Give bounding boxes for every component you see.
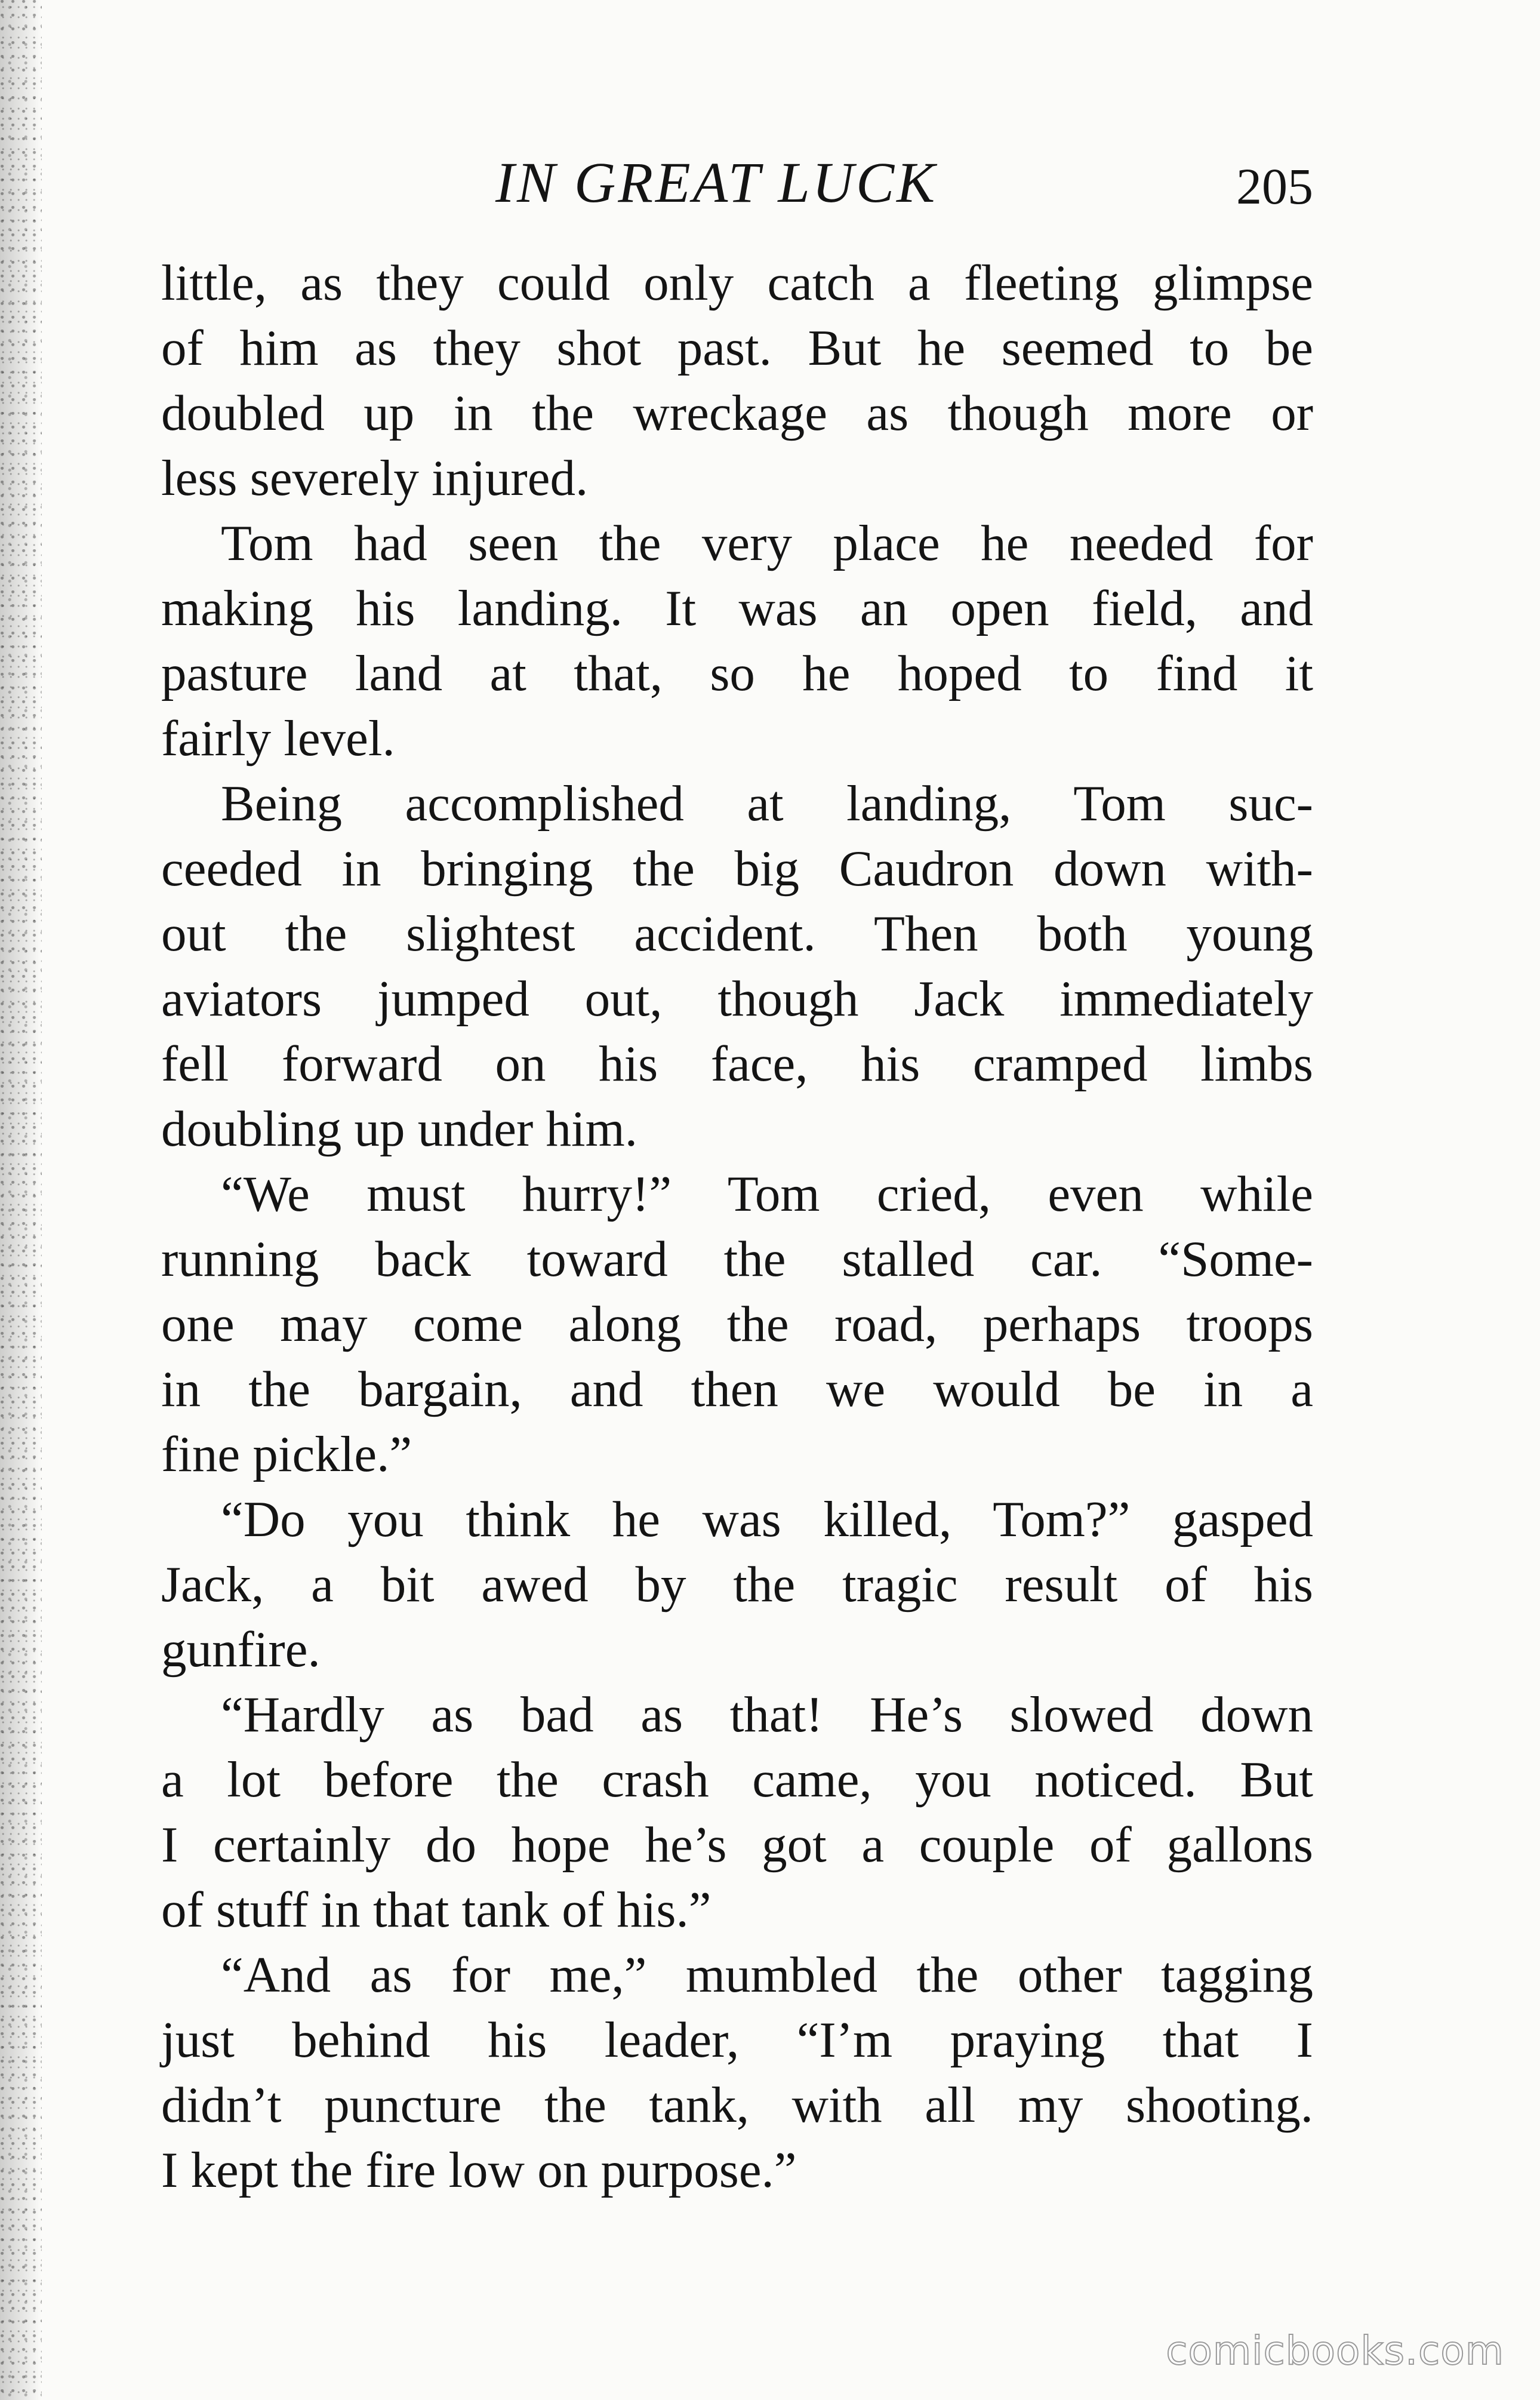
body-text [161, 251, 1313, 2203]
text-line: fell forward on his face, his cramped limbs [161, 1036, 1313, 1092]
text-line: ceeded in bringing the big Caudron down with- [161, 841, 1313, 897]
text-line: “Hardly as bad as that! He’s slowed down [221, 1687, 1313, 1743]
paragraph [161, 1487, 1313, 1682]
text-line: Jack, a bit awed by the tragic result of his [161, 1556, 1313, 1613]
text-line: in the bargain, and then we would be in a [161, 1361, 1313, 1417]
text-line: just behind his leader, “I’m praying that I [161, 2012, 1313, 2068]
text-line: fairly level. [161, 710, 395, 767]
text-line: “Do you think he was killed, Tom?” gasped [221, 1491, 1313, 1547]
text-line: a lot before the crash came, you noticed. But [161, 1752, 1313, 1808]
text-line: didn’t puncture the tank, with all my shooting. [161, 2077, 1313, 2133]
text-line: one may come along the road, perhaps troops [161, 1296, 1313, 1352]
text-line: out the slightest accident. Then both young [161, 906, 1313, 962]
text-line: pasture land at that, so he hoped to find it [161, 645, 1313, 701]
paragraph [161, 1162, 1313, 1487]
text-line: I kept the fire low on purpose.” [161, 2142, 797, 2198]
text-line: Tom had seen the very place he needed for [221, 515, 1313, 571]
text-line: making his landing. It was an open field, and [161, 580, 1313, 636]
paragraph [161, 771, 1313, 1162]
text-line: little, as they could only catch a fleeting glimpse [161, 255, 1313, 311]
text-line: doubled up in the wreckage as though more or [161, 385, 1313, 441]
paragraph [161, 1682, 1313, 1943]
text-line: of him as they shot past. But he seemed to be [161, 320, 1313, 376]
text-line: Being accomplished at landing, Tom suc- [221, 776, 1313, 832]
paragraph [161, 511, 1313, 771]
text-line: “And as for me,” mumbled the other tagging [221, 1947, 1313, 2003]
site-watermark: comicbooks.com [1166, 2328, 1504, 2374]
paragraph [161, 251, 1313, 511]
text-line: less severely injured. [161, 450, 589, 506]
text-line: aviators jumped out, though Jack immediately [161, 971, 1313, 1027]
text-line: of stuff in that tank of his.” [161, 1882, 712, 1938]
text-line: fine pickle.” [161, 1426, 412, 1482]
text-line: I certainly do hope he’s got a couple of gallons [161, 1817, 1313, 1873]
text-line: gunfire. [161, 1621, 321, 1678]
text-line: doubling up under him. [161, 1101, 637, 1157]
paragraph [161, 1943, 1313, 2203]
running-head [161, 139, 1313, 222]
text-line: “We must hurry!” Tom cried, even while [221, 1166, 1313, 1222]
text-line: running back toward the stalled car. “Some- [161, 1231, 1313, 1287]
scan-page-edge [0, 0, 42, 2400]
page-number: 205 [1236, 158, 1313, 215]
chapter-title: IN GREAT LUCK [495, 150, 938, 214]
